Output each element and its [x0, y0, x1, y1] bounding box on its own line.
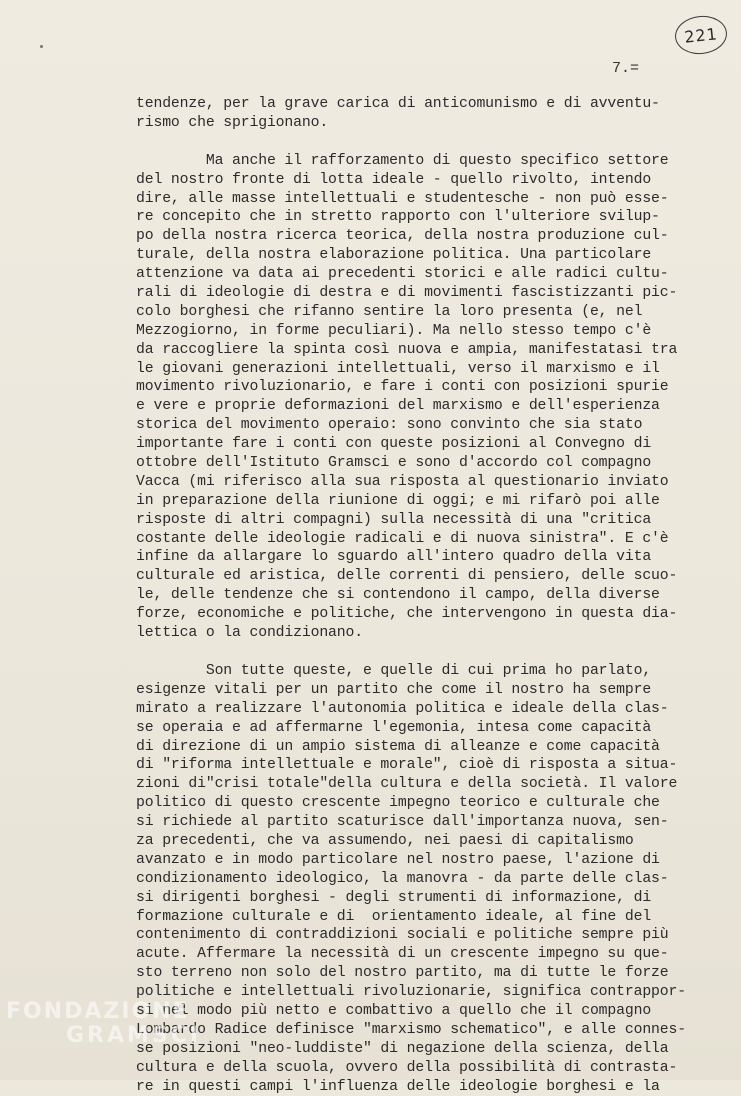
- text-line: del nostro fronte di lotta ideale - quello rivolto, intendo: [136, 171, 652, 188]
- text-line: re in questi campi l'influenza delle ideologie borghesi e la: [136, 1078, 660, 1095]
- text-line: le, delle tendenze che si contendono il campo, della diverse: [136, 587, 660, 604]
- text-line: rismo che sprigionano.: [136, 114, 329, 131]
- paragraph: [136, 152, 696, 643]
- text-line: si dirigenti borghesi - degli strumenti di informazione, di: [136, 889, 652, 906]
- text-line: esigenze vitali per un partito che come il nostro ha sempre: [136, 681, 652, 698]
- text-line: tendenze, per la grave carica di anticomunismo e di avventu-: [136, 96, 660, 112]
- text-line: contenimento di contraddizioni sociali e politiche sempre più: [136, 927, 669, 944]
- text-line: colo borghesi che rifanno sentire la loro presenta (e, nel: [136, 303, 643, 320]
- text-line: dire, alle masse intellettuali e studentesche - non può esse-: [136, 190, 669, 207]
- text-line: forze, economiche e politiche, che intervengono in questa dia-: [136, 606, 678, 623]
- text-line: acute. Affermare la necessità di un crescente impegno su que-: [136, 946, 669, 963]
- text-line: se operaia e ad affermarne l'egemonia, intesa come capacità: [136, 719, 652, 736]
- text-line: avanzato e in modo particolare nel nostro paese, l'azione di: [136, 851, 660, 868]
- text-line: rali di ideologie di destra e di movimenti fascistizzanti pic-: [136, 285, 678, 302]
- text-line: turale, della nostra elaborazione politica. Una particolare: [136, 247, 652, 264]
- text-line: politiche e intellettuali rivoluzionarie, significa contrappor-: [136, 984, 686, 1001]
- text-line: Ma anche il rafforzamento di questo specifico settore: [136, 152, 669, 169]
- text-line: attenzione va data ai precedenti storici e alle radici cultu-: [136, 266, 669, 283]
- page-number: 7.=: [612, 60, 640, 77]
- text-line: si nel modo più netto e combattivo a quello che il compagno: [136, 1002, 652, 1019]
- text-line: re concepito che in stretto rapporto con l'ulteriore svilup-: [136, 209, 660, 226]
- paragraph: [136, 662, 696, 1096]
- text-line: in preparazione della riunione di oggi; e mi rifarò poi alle: [136, 492, 660, 509]
- watermark-line-1: FONDAZIONE: [6, 999, 190, 1024]
- text-line: di "riforma intellettuale e morale", cioè di risposta a situa-: [136, 757, 678, 774]
- text-line: da raccogliere la spinta così nuova e ampia, manifestatasi tra: [136, 341, 678, 358]
- text-line: ottobre dell'Istituto Gramsci e sono d'accordo col compagno: [136, 455, 652, 472]
- text-line: mirato a realizzare l'autonomia politica e ideale della clas-: [136, 700, 669, 717]
- text-line: po della nostra ricerca teorica, della nostra produzione cul-: [136, 228, 669, 245]
- text-line: importante fare i conti con queste posizioni al Convegno di: [136, 436, 652, 453]
- text-line: costante delle ideologie radicali e di nuova sinistra". E c'è: [136, 530, 669, 547]
- text-line: infine da allargare lo sguardo all'intero quadro della vita: [136, 549, 652, 566]
- text-line: se posizioni "neo-luddiste" di negazione della scienza, della: [136, 1040, 669, 1057]
- paragraph-gap: [136, 133, 696, 152]
- text-line: e vere e proprie deformazioni del marxismo e dell'esperienza: [136, 398, 660, 415]
- text-line: Lombardo Radice definisce "marxismo schematico", e alle connes-: [136, 1021, 686, 1038]
- text-line: risposte di altri compagni) sulla necessità di una "critica: [136, 511, 652, 528]
- text-line: di direzione di un ampio sistema di alleanze e come capacità: [136, 738, 660, 755]
- text-line: Son tutte queste, e quelle di cui prima ho parlato,: [136, 662, 652, 679]
- text-line: le giovani generazioni intellettuali, verso il marxismo e il: [136, 360, 660, 377]
- text-line: za precedenti, che va assumendo, nei paesi di capitalismo: [136, 832, 634, 849]
- paragraph: [136, 95, 696, 133]
- text-line: movimento rivoluzionario, e fare i conti con posizioni spurie: [136, 379, 669, 396]
- text-line: formazione culturale e di orientamento ideale, al fine del: [136, 908, 652, 925]
- fondazione-gramsci-watermark: [6, 1000, 201, 1048]
- text-line: Mezzogiorno, in forme peculiari). Ma nello stesso tempo c'è: [136, 322, 652, 339]
- text-line: Vacca (mi riferisco alla sua risposta al questionario inviato: [136, 473, 669, 490]
- text-line: condizionamento ideologico, la manovra - da parte delle clas-: [136, 870, 669, 887]
- text-line: lettica o la condizionano.: [136, 625, 363, 642]
- text-line: storica del movimento operaio: sono convinto che sia stato: [136, 417, 643, 434]
- text-line: si richiede al partito scaturisce dall'importanza nuova, sen-: [136, 814, 669, 831]
- archive-stamp: 221: [673, 13, 729, 56]
- text-line: cultura e della scuola, ovvero della possibilità di contrasta-: [136, 1059, 678, 1076]
- text-line: zioni di"crisi totale"della cultura e della società. Il valore: [136, 776, 678, 793]
- body-text: [136, 95, 696, 1096]
- watermark-line-2: GRAMSCI: [66, 1023, 202, 1048]
- text-line: politico di questo crescente impegno teorico e culturale che: [136, 795, 660, 812]
- margin-dot: [40, 45, 43, 48]
- text-line: sto terreno non solo del nostro partito, ma di tutte le forze: [136, 965, 669, 982]
- text-line: culturale ed aristica, delle correnti di pensiero, delle scuo-: [136, 568, 678, 585]
- paragraph-gap: [136, 643, 696, 662]
